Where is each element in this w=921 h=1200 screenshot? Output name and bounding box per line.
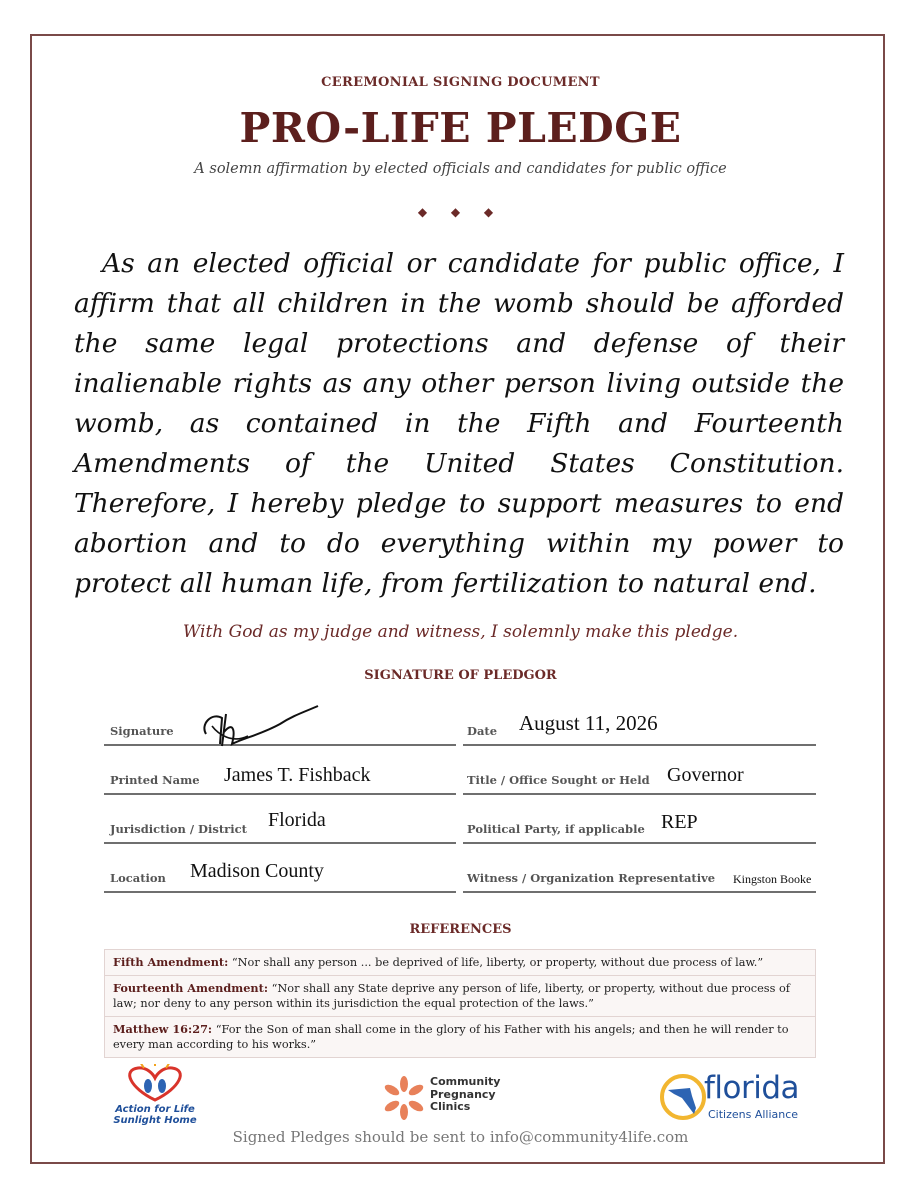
references-box: [104, 949, 816, 1058]
signature-label: Signature: [110, 724, 174, 738]
reference-name: Fifth Amendment:: [113, 955, 229, 969]
witness-value: Kingston Booke: [733, 872, 812, 886]
party-row: [463, 800, 816, 844]
title-value: Governor: [667, 764, 744, 786]
footer-instructions: Signed Pledges should be sent to info@community4life.com: [232, 1128, 689, 1146]
date-label: Date: [467, 724, 498, 738]
signature-scrawl: [192, 704, 332, 748]
printed-name-label: Printed Name: [110, 773, 200, 787]
reference-text: “Nor shall any person ... be deprived of life, liberty, or property, without due process of law.”: [231, 956, 764, 969]
date-value: August 11, 2026: [519, 711, 658, 735]
witness-row: [463, 849, 816, 893]
party-label: Political Party, if applicable: [467, 822, 645, 836]
community-pregnancy-clinics-logo: [384, 1074, 534, 1126]
diamond-ornament: ◆ ◆ ◆: [417, 205, 504, 219]
document-kicker: CEREMONIAL SIGNING DOCUMENT: [321, 75, 600, 90]
flower-icon: [384, 1076, 424, 1120]
document-title: PRO-LIFE PLEDGE: [239, 104, 682, 152]
jurisdiction-value: Florida: [268, 809, 326, 831]
party-value: REP: [661, 811, 698, 833]
reference-text: “For the Son of man shall come in the glory of his Father with his angels; and then he will render to every man according to his works.”: [113, 1023, 789, 1051]
signature-row: [104, 702, 456, 746]
logo-right-line2: Citizens Alliance: [708, 1108, 799, 1121]
document-subtitle: A solemn affirmation by elected officials and candidates for public office: [194, 161, 727, 177]
printed-name-row: [104, 751, 456, 795]
reference-text: “Nor shall any State deprive any person of life, liberty, or property, without due process of law; nor deny to any person within its jurisdiction the equal protection of the laws.”: [113, 982, 790, 1010]
location-row: [104, 849, 456, 893]
signature-heading: SIGNATURE OF PLEDGOR: [364, 668, 557, 683]
references-heading: REFERENCES: [409, 922, 512, 937]
reference-item: [105, 950, 815, 976]
logo-left-line2: Sunlight Home: [113, 1115, 197, 1126]
jurisdiction-label: Jurisdiction / District: [110, 822, 247, 836]
logo-left-line1: Action for Life: [115, 1104, 195, 1115]
jurisdiction-row: [104, 800, 456, 844]
printed-name-value: James T. Fishback: [224, 764, 371, 786]
oath-statement: With God as my judge and witness, I solemnly make this pledge.: [182, 622, 739, 642]
date-row: [463, 702, 816, 746]
logo-right-line1: florida: [704, 1070, 800, 1106]
logo-center-line2: Pregnancy: [430, 1087, 496, 1101]
title-label: Title / Office Sought or Held: [467, 773, 650, 787]
reference-item: [105, 1017, 815, 1057]
logo-center-line3: Clinics: [430, 1100, 471, 1113]
florida-citizens-alliance-logo: [660, 1072, 820, 1132]
location-value: Madison County: [190, 860, 324, 882]
logo-center-line1: Community: [430, 1075, 501, 1088]
title-row: [463, 751, 816, 795]
florida-state-icon: [660, 1074, 706, 1120]
pledge-text: As an elected official or candidate for public office, I affirm that all children in the womb should be afforded the same legal protections and defense of their inalienable rights as any other person living outside the womb, as contained in the Fifth and Fourteenth Amendments of the United States Constitution. Therefore, I hereby pledge to support measures to end abortion and to do everything within my power to protect all human life, from fertilization to natural end.: [74, 248, 844, 599]
witness-label: Witness / Organization Representative: [467, 871, 716, 885]
reference-item: [105, 976, 815, 1017]
action-for-life-logo: [100, 1064, 210, 1128]
reference-name: Fourteenth Amendment:: [113, 981, 269, 995]
reference-name: Matthew 16:27:: [113, 1022, 213, 1036]
heart-feet-icon: [100, 1064, 210, 1104]
logo-strip: [0, 1064, 921, 1134]
location-label: Location: [110, 871, 166, 885]
